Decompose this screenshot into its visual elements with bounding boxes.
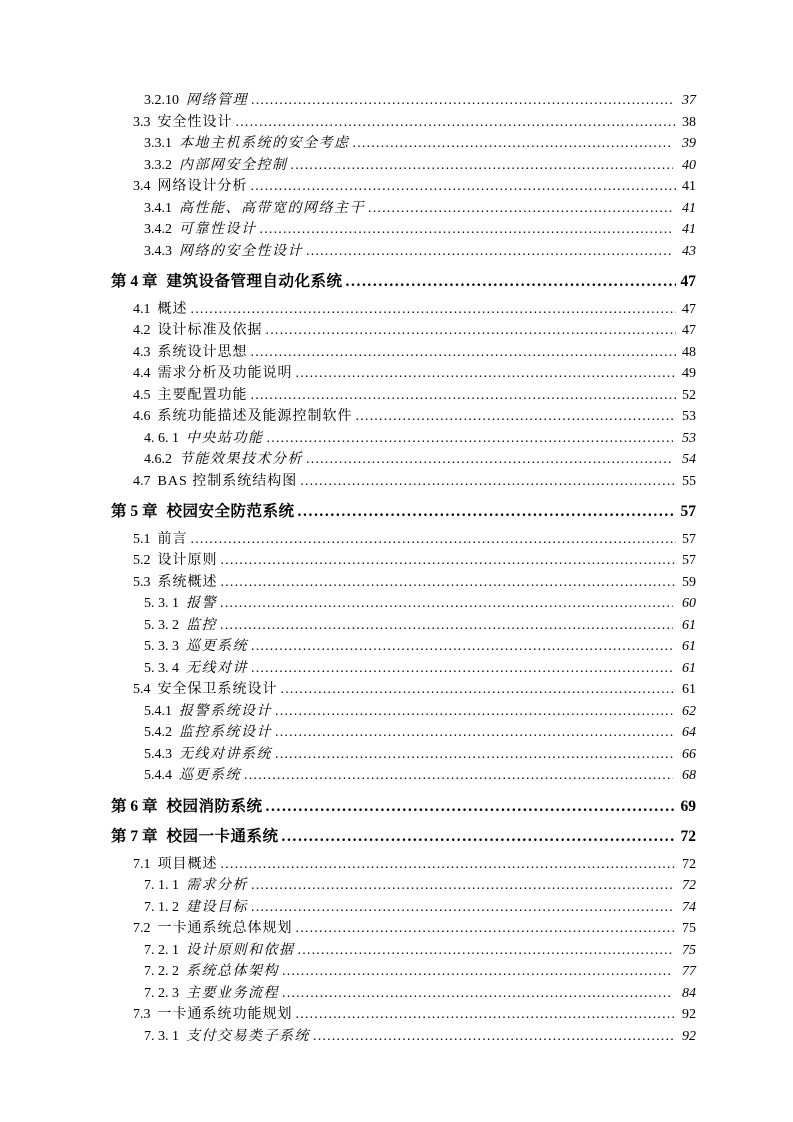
toc-page-number: 57 (682, 553, 696, 568)
toc-entry-title: 高性能、高带宽的网络主干 (179, 200, 365, 216)
toc-entry-title: 巡更系统 (179, 768, 241, 783)
toc-entry-number: 7. 1. 2 (144, 899, 179, 915)
toc-entry[interactable] (144, 983, 696, 1005)
toc-entry[interactable] (133, 1004, 696, 1026)
dot-leader (298, 501, 676, 523)
dot-leader (251, 658, 673, 680)
toc-entry[interactable] (133, 471, 696, 493)
dot-leader (220, 593, 673, 615)
toc-entry-number: 4.2 (133, 323, 151, 338)
toc-entry-title: 报警系统设计 (179, 703, 272, 719)
dot-leader (275, 744, 673, 766)
toc-page-number: 75 (682, 921, 696, 936)
toc-entry-title: 建设目标 (186, 899, 248, 915)
dot-leader (251, 342, 677, 364)
dot-leader (191, 299, 677, 321)
toc-page-number: 41 (682, 222, 696, 237)
toc-entry-number: 4.7 (133, 473, 151, 489)
toc-entry-title: 设计标准及依据 (157, 323, 263, 338)
toc-entry-number: 4.6 (133, 409, 151, 424)
toc-page-number: 72 (680, 828, 696, 845)
toc-entry[interactable] (133, 679, 696, 701)
toc-entry-number: 第 5 章 (111, 503, 158, 520)
toc-page-number: 77 (682, 964, 696, 979)
dot-leader (251, 90, 673, 112)
toc-entry-title: 校园消防系统 (166, 797, 263, 815)
toc-entry-title: 一卡通系统功能规划 (157, 1007, 293, 1022)
toc-entry[interactable] (133, 550, 696, 572)
dot-leader (346, 271, 676, 293)
toc-entry[interactable] (144, 219, 696, 241)
dot-leader (296, 918, 677, 940)
toc-page-number: 69 (680, 797, 696, 815)
toc-entry[interactable] (133, 299, 696, 321)
toc-entry-number: 5.4.3 (144, 746, 172, 762)
table-of-contents (111, 90, 696, 1047)
toc-entry[interactable] (144, 722, 696, 744)
toc-page-number: 53 (682, 409, 696, 424)
toc-entry-number: 4.5 (133, 387, 151, 403)
toc-page-number: 57 (682, 531, 696, 547)
toc-entry-title: 主要配置功能 (157, 387, 248, 403)
dot-leader (298, 940, 674, 962)
toc-entry-number: 4.4 (133, 366, 151, 381)
toc-page-number: 75 (682, 942, 696, 958)
dot-leader (267, 428, 674, 450)
toc-entry[interactable] (144, 765, 696, 787)
toc-entry[interactable] (133, 363, 696, 385)
dot-leader (282, 961, 673, 983)
dot-leader (251, 636, 673, 658)
toc-entry-number: 3.4 (133, 179, 151, 194)
dot-leader (266, 320, 677, 342)
toc-entry-title: 网络的安全性设计 (179, 243, 303, 259)
toc-entry-title: 设计原则 (157, 553, 218, 568)
dot-leader (353, 133, 674, 155)
toc-entry-number: 7. 1. 1 (144, 878, 179, 893)
toc-entry[interactable] (144, 940, 696, 962)
toc-entry-title: 内部网安全控制 (179, 157, 288, 173)
toc-entry-number: 5.4 (133, 682, 151, 697)
toc-entry[interactable] (144, 133, 696, 155)
toc-entry[interactable] (133, 385, 696, 407)
toc-entry[interactable] (144, 449, 696, 471)
dot-leader (221, 572, 677, 594)
toc-entry-title: BAS 控制系统结构图 (157, 473, 298, 489)
toc-page-number: 61 (682, 660, 696, 676)
dot-leader (251, 385, 677, 407)
toc-entry-title: 节能效果技术分析 (179, 452, 303, 467)
toc-page-number: 61 (682, 639, 696, 654)
toc-entry-title: 无线对讲系统 (179, 746, 272, 762)
toc-page-number: 66 (682, 746, 696, 762)
toc-entry-title: 支付交易类子系统 (186, 1028, 310, 1044)
toc-entry-number: 3.4.2 (144, 222, 172, 237)
toc-entry-number: 5.2 (133, 553, 151, 568)
dot-leader (275, 722, 673, 744)
dot-leader (368, 198, 673, 220)
toc-entry-title: 监控 (186, 617, 217, 633)
toc-entry-number: 5.4.1 (144, 703, 172, 719)
toc-entry-number: 第 6 章 (111, 797, 158, 815)
toc-entry-number: 4.1 (133, 301, 151, 317)
toc-entry-title: 中央站功能 (186, 430, 264, 446)
toc-entry-number: 5.1 (133, 531, 151, 547)
toc-entry-title: 需求分析 (186, 878, 248, 893)
toc-entry-title: 主要业务流程 (186, 985, 279, 1001)
toc-entry-title: 监控系统设计 (179, 725, 272, 740)
toc-entry[interactable] (111, 501, 696, 523)
toc-page-number: 52 (682, 387, 696, 403)
dot-leader (300, 471, 676, 493)
toc-entry-title: 一卡通系统总体规划 (157, 921, 293, 936)
toc-entry-number: 7.3 (133, 1007, 151, 1022)
toc-page-number: 72 (682, 878, 696, 893)
toc-entry-number: 7.2 (133, 921, 151, 936)
toc-entry-title: 前言 (157, 531, 188, 547)
toc-page-number: 53 (682, 430, 696, 446)
toc-entry[interactable] (133, 572, 696, 594)
toc-entry[interactable] (144, 701, 696, 723)
toc-entry-title: 巡更系统 (186, 639, 248, 654)
toc-page-number: 61 (682, 682, 696, 697)
toc-entry-title: 需求分析及功能说明 (157, 366, 293, 381)
toc-entry[interactable] (144, 744, 696, 766)
toc-page-number: 47 (682, 301, 696, 317)
toc-entry[interactable] (133, 854, 696, 876)
dot-leader (260, 219, 674, 241)
toc-page-number: 92 (682, 1007, 696, 1022)
toc-entry[interactable] (144, 875, 696, 897)
dot-leader (266, 796, 676, 818)
toc-entry[interactable] (133, 112, 696, 134)
toc-entry[interactable] (111, 826, 696, 848)
toc-entry-number: 7. 2. 1 (144, 942, 179, 958)
toc-entry[interactable] (144, 428, 696, 450)
dot-leader (291, 155, 674, 177)
dot-leader (282, 826, 676, 848)
toc-entry-number: 5.4.4 (144, 768, 172, 783)
toc-entry-number: 3.3.2 (144, 157, 172, 173)
toc-entry[interactable] (144, 155, 696, 177)
toc-entry-number: 5. 3. 2 (144, 617, 179, 633)
toc-entry[interactable] (144, 897, 696, 919)
toc-entry-number: 5. 3. 1 (144, 596, 179, 611)
dot-leader (221, 550, 677, 572)
toc-entry-number: 3.3 (133, 114, 151, 130)
toc-entry[interactable] (144, 90, 696, 112)
toc-entry[interactable] (133, 529, 696, 551)
dot-leader (251, 875, 673, 897)
toc-entry-title: 系统功能描述及能源控制软件 (157, 409, 353, 424)
dot-leader (306, 241, 673, 263)
toc-entry[interactable] (144, 593, 696, 615)
dot-leader (221, 854, 677, 876)
toc-page-number: 47 (682, 323, 696, 338)
dot-leader (296, 1004, 677, 1026)
toc-entry[interactable] (144, 636, 696, 658)
toc-entry-title: 网络管理 (186, 93, 248, 108)
toc-entry-title: 报警 (186, 596, 217, 611)
toc-entry[interactable] (144, 658, 696, 680)
dot-leader (296, 363, 677, 385)
toc-entry-number: 4.6.2 (144, 452, 172, 467)
dot-leader (251, 897, 673, 919)
toc-entry-title: 系统设计思想 (157, 344, 248, 360)
toc-entry[interactable] (144, 615, 696, 637)
toc-entry-number: 3.4.3 (144, 243, 172, 259)
toc-page-number: 61 (682, 617, 696, 633)
toc-entry-number: 第 4 章 (111, 273, 158, 290)
toc-entry-title: 概述 (157, 301, 188, 317)
dot-leader (236, 112, 677, 134)
toc-entry-number: 第 7 章 (111, 828, 158, 845)
dot-leader (281, 679, 677, 701)
toc-page-number: 84 (682, 985, 696, 1001)
toc-entry-number: 7. 2. 2 (144, 964, 179, 979)
dot-leader (306, 449, 673, 471)
toc-page-number: 40 (682, 157, 696, 173)
toc-entry-title: 系统概述 (157, 574, 218, 590)
toc-entry-number: 4.3 (133, 344, 151, 360)
toc-page-number: 64 (682, 725, 696, 740)
toc-entry-number: 3.3.1 (144, 136, 172, 151)
toc-entry[interactable] (111, 796, 696, 818)
toc-entry-number: 7. 3. 1 (144, 1028, 179, 1044)
toc-entry-number: 5.4.2 (144, 725, 172, 740)
toc-page-number: 41 (682, 200, 696, 216)
toc-page-number: 39 (682, 136, 696, 151)
toc-entry-number: 5. 3. 4 (144, 660, 179, 676)
toc-page-number: 54 (682, 452, 696, 467)
toc-entry-title: 安全保卫系统设计 (157, 682, 278, 697)
dot-leader (191, 529, 677, 551)
toc-entry-number: 3.2.10 (144, 93, 179, 108)
toc-entry-title: 建筑设备管理自动化系统 (166, 273, 343, 290)
toc-entry[interactable] (144, 198, 696, 220)
toc-entry-title: 校园安全防范系统 (166, 503, 295, 520)
toc-entry-title: 无线对讲 (186, 660, 248, 676)
toc-entry-number: 7. 2. 3 (144, 985, 179, 1001)
toc-page-number: 47 (680, 273, 696, 290)
dot-leader (356, 406, 677, 428)
toc-page-number: 68 (682, 768, 696, 783)
toc-entry-number: 7.1 (133, 856, 151, 872)
toc-entry-number: 5.3 (133, 574, 151, 590)
toc-page-number: 49 (682, 366, 696, 381)
toc-page-number: 72 (682, 856, 696, 872)
toc-page-number: 38 (682, 114, 696, 130)
toc-entry-number: 5. 3. 3 (144, 639, 179, 654)
toc-page-number: 41 (682, 179, 696, 194)
toc-page-number: 48 (682, 344, 696, 360)
toc-entry[interactable] (133, 176, 696, 198)
toc-entry-title: 可靠性设计 (179, 222, 257, 237)
toc-entry[interactable] (133, 918, 696, 940)
toc-entry-title: 系统总体架构 (186, 964, 279, 979)
dot-leader (244, 765, 673, 787)
dot-leader (220, 615, 673, 637)
toc-page-number: 37 (682, 93, 696, 108)
toc-entry-title: 网络设计分析 (157, 179, 248, 194)
toc-page-number: 74 (682, 899, 696, 915)
toc-entry-title: 项目概述 (157, 856, 218, 872)
toc-page-number: 55 (682, 473, 696, 489)
toc-entry[interactable] (133, 320, 696, 342)
toc-entry[interactable] (144, 1026, 696, 1048)
toc-page-number: 62 (682, 703, 696, 719)
toc-entry-number: 4. 6. 1 (144, 430, 179, 446)
toc-entry[interactable] (144, 241, 696, 263)
toc-page-number: 57 (680, 503, 696, 520)
toc-page-number: 60 (682, 596, 696, 611)
toc-page-number: 43 (682, 243, 696, 259)
toc-entry-title: 设计原则和依据 (186, 942, 295, 958)
toc-entry-title: 安全性设计 (157, 114, 233, 130)
toc-entry[interactable] (133, 406, 696, 428)
dot-leader (251, 176, 677, 198)
toc-entry[interactable] (133, 342, 696, 364)
toc-entry-title: 校园一卡通系统 (166, 828, 279, 845)
toc-entry-title: 本地主机系统的安全考虑 (179, 136, 350, 151)
dot-leader (275, 701, 673, 723)
toc-entry-number: 3.4.1 (144, 200, 172, 216)
toc-page-number: 92 (682, 1028, 696, 1044)
dot-leader (282, 983, 673, 1005)
dot-leader (313, 1026, 673, 1048)
toc-entry[interactable] (144, 961, 696, 983)
toc-page-number: 59 (682, 574, 696, 590)
toc-entry[interactable] (111, 271, 696, 293)
